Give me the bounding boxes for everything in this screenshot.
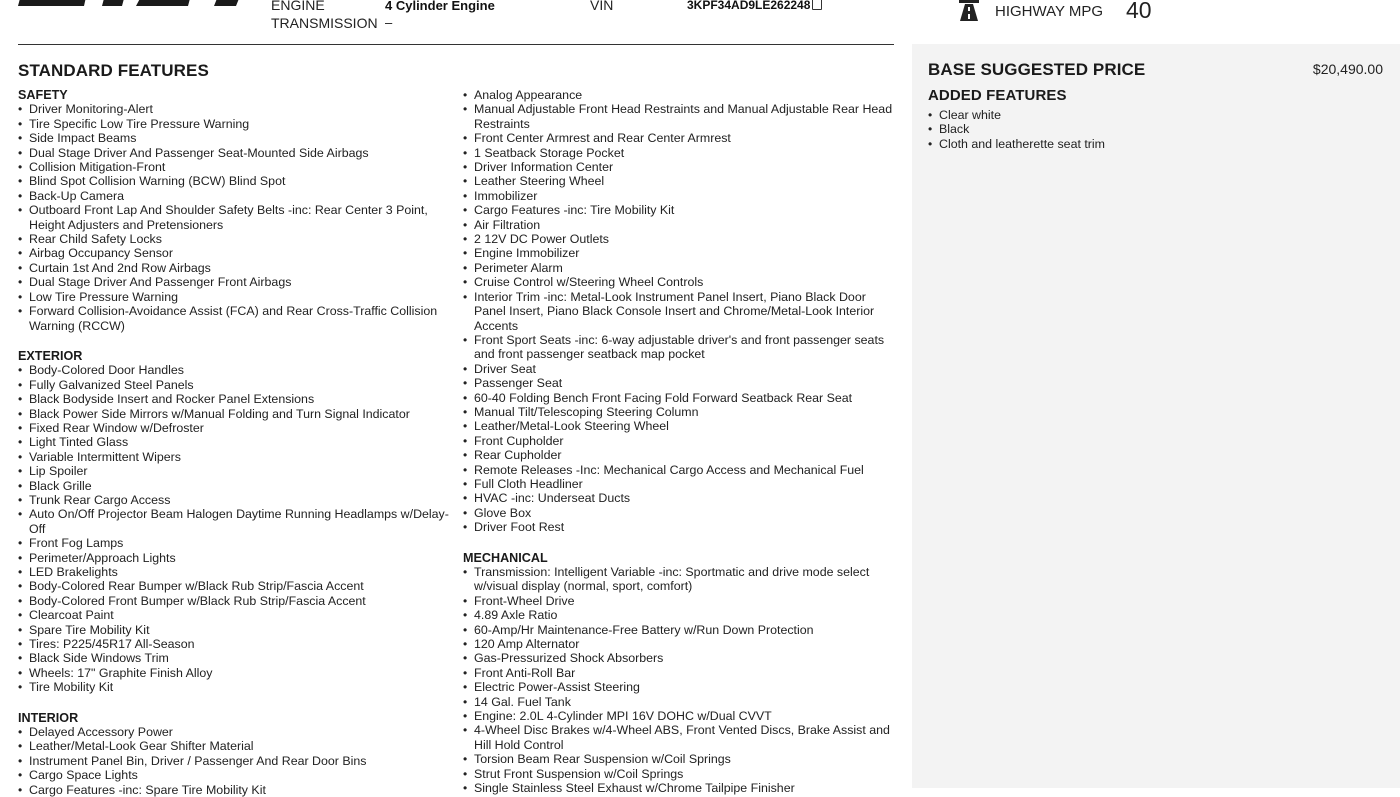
feature-item: • Transmission: Intelligent Variable -inc: Sportmatic and drive mode select w/visual display (normal, sport, comfort): [463, 565, 895, 594]
feature-item: • Perimeter Alarm: [463, 261, 895, 275]
feature-item: • Passenger Seat: [463, 376, 895, 390]
feature-item: • Gas-Pressurized Shock Absorbers: [463, 651, 895, 665]
added-features-title: ADDED FEATURES: [928, 87, 1067, 104]
feature-item: • Front Sport Seats -inc: 6-way adjustable driver's and front passenger seats and front passenger seatback map pocket: [463, 333, 895, 362]
standard-features-title: STANDARD FEATURES: [18, 61, 209, 80]
feature-item: • Rear Cupholder: [463, 448, 895, 462]
feature-item: • Torsion Beam Rear Suspension w/Coil Springs: [463, 752, 895, 766]
feature-item: • Electric Power-Assist Steering: [463, 680, 895, 694]
feature-item: • Tire Mobility Kit: [18, 680, 450, 694]
feature-item: • Curtain 1st And 2nd Row Airbags: [18, 261, 450, 275]
feature-item: • Air Filtration: [463, 218, 895, 232]
feature-item: • Immobilizer: [463, 189, 895, 203]
feature-item: • Cruise Control w/Steering Wheel Controls: [463, 275, 895, 289]
feature-item: • Collision Mitigation-Front: [18, 160, 450, 174]
added-feature-item: • Clear white: [928, 108, 1368, 122]
feature-item: • Airbag Occupancy Sensor: [18, 246, 450, 260]
feature-item: • Glove Box: [463, 506, 895, 520]
feature-category-interior: INTERIOR: [18, 710, 79, 725]
added-feature-item: • Cloth and leatherette seat trim: [928, 137, 1368, 151]
engine-value: 4 Cylinder Engine: [385, 0, 495, 13]
feature-item: • Interior Trim -inc: Metal-Look Instrument Panel Insert, Piano Black Door Panel Insert, Piano Black Console Insert and Chrome/Metal-Look Interior Accents: [463, 290, 895, 333]
feature-item: • HVAC -inc: Underseat Ducts: [463, 491, 895, 505]
feature-item: • 2 12V DC Power Outlets: [463, 232, 895, 246]
feature-item: • Blind Spot Collision Warning (BCW) Blind Spot: [18, 174, 450, 188]
feature-item: • Black Grille: [18, 479, 450, 493]
added-feature-item: • Black: [928, 122, 1368, 136]
highway-mpg-label: HIGHWAY MPG: [995, 3, 1104, 20]
feature-item: • Black Side Windows Trim: [18, 651, 450, 665]
feature-item: • Body-Colored Door Handles: [18, 363, 450, 377]
feature-item: • Front Fog Lamps: [18, 536, 450, 550]
feature-item: • Body-Colored Front Bumper w/Black Rub Strip/Fascia Accent: [18, 594, 450, 608]
feature-item: • Black Bodyside Insert and Rocker Panel Extensions: [18, 392, 450, 406]
feature-item: • Forward Collision-Avoidance Assist (FCA) and Rear Cross-Traffic Collision Warning (RCCW): [18, 304, 450, 333]
feature-list: [463, 88, 895, 535]
feature-category-safety: SAFETY: [18, 88, 68, 102]
vin-label: VIN: [590, 0, 614, 13]
feature-item: • Driver Information Center: [463, 160, 895, 174]
feature-item: • 60-40 Folding Bench Front Facing Fold Forward Seatback Rear Seat: [463, 391, 895, 405]
feature-list: [18, 363, 450, 694]
vin-value: 3KPF34AD9LE262248: [687, 0, 811, 12]
base-price-title: BASE SUGGESTED PRICE: [928, 60, 1146, 79]
feature-item: • Fully Galvanized Steel Panels: [18, 378, 450, 392]
feature-item: • Front Cupholder: [463, 434, 895, 448]
feature-item: • Engine Immobilizer: [463, 246, 895, 260]
feature-item: • Variable Intermittent Wipers: [18, 450, 450, 464]
feature-item: • Cargo Features -inc: Tire Mobility Kit: [463, 203, 895, 217]
feature-item: • Engine: 2.0L 4-Cylinder MPI 16V DOHC w/Dual CVVT: [463, 709, 895, 723]
transmission-label: TRANSMISSION: [271, 15, 378, 31]
pricing-panel: [912, 44, 1400, 788]
feature-item: • Analog Appearance: [463, 88, 895, 102]
engine-label: ENGINE: [271, 0, 325, 13]
feature-item: • Tire Specific Low Tire Pressure Warning: [18, 117, 450, 131]
feature-item: • Front-Wheel Drive: [463, 594, 895, 608]
section-gap: [18, 695, 450, 711]
feature-item: • Fixed Rear Window w/Defroster: [18, 421, 450, 435]
section-gap: [463, 535, 895, 551]
feature-item: • Driver Monitoring-Alert: [18, 102, 450, 116]
feature-category-exterior: EXTERIOR: [18, 348, 83, 363]
feature-item: • Trunk Rear Cargo Access: [18, 493, 450, 507]
feature-list: [18, 102, 450, 333]
feature-item: • Leather Steering Wheel: [463, 174, 895, 188]
feature-item: • Delayed Accessory Power: [18, 725, 450, 739]
feature-item: • Dual Stage Driver And Passenger Seat-Mounted Side Airbags: [18, 146, 450, 160]
base-price-value: $20,490.00: [1312, 61, 1383, 77]
feature-item: • 120 Amp Alternator: [463, 637, 895, 651]
feature-item: • Driver Foot Rest: [463, 520, 895, 534]
feature-item: • Front Center Armrest and Rear Center Armrest: [463, 131, 895, 145]
feature-item: • Back-Up Camera: [18, 189, 450, 203]
feature-item: • Side Impact Beams: [18, 131, 450, 145]
feature-item: • Driver Seat: [463, 362, 895, 376]
feature-list: [463, 565, 895, 796]
feature-item: • Instrument Panel Bin, Driver / Passenger And Rear Door Bins: [18, 754, 450, 768]
feature-item: • 4.89 Axle Ratio: [463, 608, 895, 622]
highway-mpg-value: 40: [1126, 0, 1152, 23]
feature-category-mechanical: MECHANICAL: [463, 550, 548, 565]
feature-item: • Auto On/Off Projector Beam Halogen Daytime Running Headlamps w/Delay-Off: [18, 507, 450, 536]
feature-item: • Wheels: 17" Graphite Finish Alloy: [18, 666, 450, 680]
vin-value-row: [687, 0, 822, 12]
feature-item: • Outboard Front Lap And Shoulder Safety Belts -inc: Rear Center 3 Point, Height Adjusters and Pretensioners: [18, 203, 450, 232]
feature-item: • 1 Seatback Storage Pocket: [463, 146, 895, 160]
added-features-list: [928, 108, 1368, 151]
feature-item: • Dual Stage Driver And Passenger Front Airbags: [18, 275, 450, 289]
features-column-right: [463, 88, 895, 796]
feature-item: • Perimeter/Approach Lights: [18, 551, 450, 565]
feature-item: • Strut Front Suspension w/Coil Springs: [463, 767, 895, 781]
feature-item: • Tires: P225/45R17 All-Season: [18, 637, 450, 651]
feature-item: • 14 Gal. Fuel Tank: [463, 695, 895, 709]
features-column-left: [18, 88, 450, 797]
feature-item: • Spare Tire Mobility Kit: [18, 623, 450, 637]
feature-item: • Single Stainless Steel Exhaust w/Chrome Tailpipe Finisher: [463, 781, 895, 795]
mpg-area: [912, 0, 1400, 44]
feature-item: • 60-Amp/Hr Maintenance-Free Battery w/Run Down Protection: [463, 623, 895, 637]
feature-item: • Rear Child Safety Locks: [18, 232, 450, 246]
feature-item: • Lip Spoiler: [18, 464, 450, 478]
feature-item: • Full Cloth Headliner: [463, 477, 895, 491]
feature-item: • Leather/Metal-Look Steering Wheel: [463, 419, 895, 433]
section-gap: [18, 333, 450, 349]
feature-item: • LED Brakelights: [18, 565, 450, 579]
copy-icon[interactable]: [812, 0, 822, 10]
feature-item: • Black Power Side Mirrors w/Manual Folding and Turn Signal Indicator: [18, 407, 450, 421]
header-divider: [18, 44, 894, 45]
feature-item: • Body-Colored Rear Bumper w/Black Rub Strip/Fascia Accent: [18, 579, 450, 593]
feature-item: • Manual Adjustable Front Head Restraints and Manual Adjustable Rear Head Restraints: [463, 102, 895, 131]
feature-item: • Light Tinted Glass: [18, 435, 450, 449]
transmission-value: –: [385, 15, 393, 30]
highway-road-icon: [958, 0, 980, 22]
feature-item: • Clearcoat Paint: [18, 608, 450, 622]
feature-item: • Remote Releases -Inc: Mechanical Cargo Access and Mechanical Fuel: [463, 463, 895, 477]
feature-item: • 4-Wheel Disc Brakes w/4-Wheel ABS, Front Vented Discs, Brake Assist and Hill Hold Control: [463, 723, 895, 752]
feature-item: • Front Anti-Roll Bar: [463, 666, 895, 680]
feature-list: [18, 725, 450, 797]
feature-item: • Manual Tilt/Telescoping Steering Column: [463, 405, 895, 419]
feature-item: • Cargo Features -inc: Spare Tire Mobility Kit: [18, 783, 450, 797]
feature-item: • Leather/Metal-Look Gear Shifter Material: [18, 739, 450, 753]
feature-item: • Cargo Space Lights: [18, 768, 450, 782]
brand-logo: [18, 0, 248, 8]
feature-item: • Low Tire Pressure Warning: [18, 290, 450, 304]
